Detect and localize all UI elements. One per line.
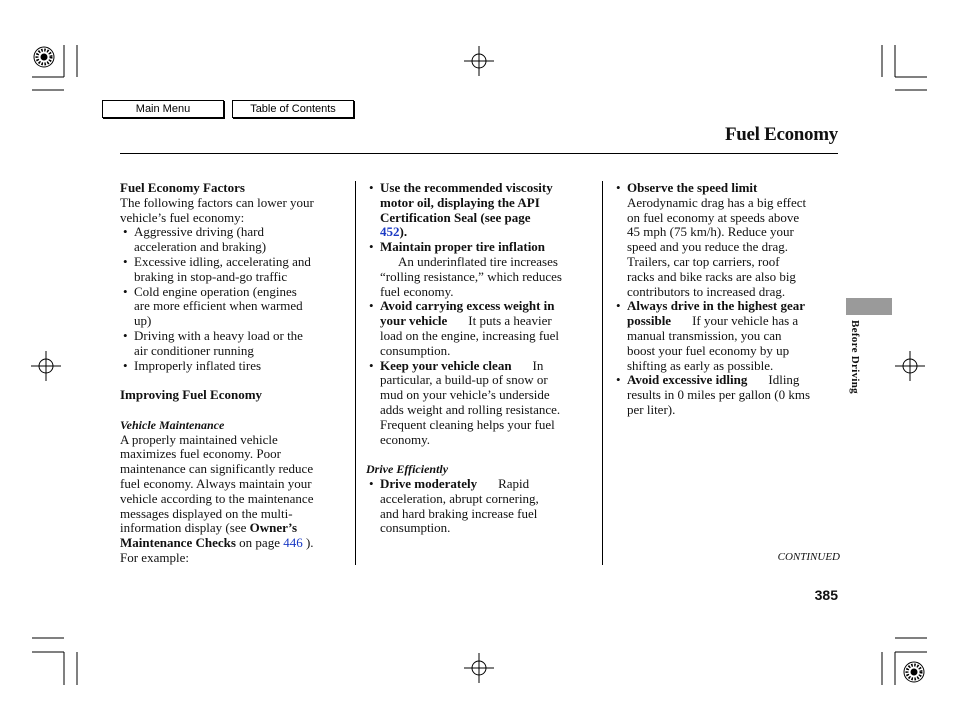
maintenance-paragraph bbox=[120, 433, 352, 537]
bullet-icon: • bbox=[616, 372, 621, 388]
text-line: Use the recommended viscosity bbox=[380, 180, 553, 195]
bullet-icon: • bbox=[123, 224, 128, 240]
factor-list bbox=[120, 225, 352, 373]
text-line: air conditioner running bbox=[134, 342, 254, 358]
text-line: For example: bbox=[120, 549, 189, 565]
list-item bbox=[613, 373, 845, 417]
text-line: fuel economy. bbox=[380, 283, 454, 299]
item-heading: Avoid carrying excess weight in bbox=[380, 298, 555, 314]
item-heading: Avoid excessive idling bbox=[627, 372, 748, 388]
bullet-icon: • bbox=[123, 357, 128, 373]
text-line: consumption. bbox=[380, 342, 451, 358]
text-line: acceleration, abrupt cornering, bbox=[380, 490, 539, 506]
text-line: adds weight and rolling resistance. bbox=[380, 401, 561, 417]
subsection-heading: Vehicle Maintenance bbox=[120, 417, 225, 432]
text-line: information display (see Owner’s bbox=[120, 520, 298, 536]
column-divider bbox=[355, 181, 356, 565]
text-line: Trailers, car top carriers, roof bbox=[627, 253, 780, 269]
text-line: acceleration and braking) bbox=[134, 239, 267, 255]
table-of-contents-button[interactable]: Table of Contents bbox=[232, 100, 354, 118]
item-heading: possible bbox=[627, 313, 672, 329]
list-item bbox=[120, 225, 352, 255]
text-line: contributors to increased drag. bbox=[627, 283, 786, 299]
list-item bbox=[366, 477, 598, 536]
item-heading: Maintain proper tire inflation bbox=[380, 239, 546, 255]
list-item bbox=[613, 181, 845, 299]
section-heading: Improving Fuel Economy bbox=[120, 387, 263, 403]
text-line: Frequent cleaning helps your fuel bbox=[380, 416, 555, 432]
text-line bbox=[120, 536, 352, 551]
text-line: results in 0 miles per gallon (0 kms bbox=[627, 387, 811, 403]
subsection-heading: Drive Efficiently bbox=[366, 462, 449, 477]
bullet-icon: • bbox=[369, 180, 374, 195]
text-line: vehicle according to the maintenance bbox=[120, 490, 314, 506]
bullet-icon: • bbox=[369, 357, 374, 373]
list-item bbox=[366, 240, 598, 299]
text: In bbox=[532, 357, 544, 373]
text: ). bbox=[399, 224, 408, 240]
page-number: 385 bbox=[814, 587, 838, 603]
text-line: braking in stop-and-go traffic bbox=[134, 268, 288, 284]
text-line: Certification Seal (see page bbox=[380, 209, 531, 225]
section-tab-label: Before Driving bbox=[849, 320, 861, 394]
text-line: on fuel economy at speeds above bbox=[627, 209, 800, 225]
text-line: maximizes fuel economy. Poor bbox=[120, 446, 281, 462]
text-line: messages displayed on the multi- bbox=[120, 505, 293, 521]
text: It puts a heavier bbox=[468, 313, 552, 329]
text-line: shifting as early as possible. bbox=[627, 357, 774, 373]
text-line: and hard braking increase fuel bbox=[380, 505, 538, 521]
text-line: mud on your vehicle’s underside bbox=[380, 387, 550, 403]
list-item bbox=[366, 299, 598, 358]
text-line: up) bbox=[134, 313, 152, 329]
text-line: racks and bike racks are also big bbox=[627, 268, 796, 284]
bullet-icon: • bbox=[123, 327, 128, 343]
column-divider bbox=[602, 181, 603, 565]
main-menu-button[interactable]: Main Menu bbox=[102, 100, 224, 118]
text-line: The following factors can lower your bbox=[120, 194, 314, 210]
list-item bbox=[120, 329, 352, 359]
section-tab bbox=[846, 298, 892, 315]
text-line: Driving with a heavy load or the bbox=[134, 327, 303, 343]
bullet-icon: • bbox=[616, 298, 621, 314]
text-line: Cold engine operation (engines bbox=[134, 283, 297, 299]
text-line: maintenance can significantly reduce bbox=[120, 461, 314, 477]
text-line: per liter). bbox=[627, 401, 676, 417]
list-item bbox=[120, 255, 352, 285]
item-heading: Keep your vehicle clean bbox=[380, 357, 512, 373]
text: ). bbox=[302, 535, 314, 551]
list-item bbox=[366, 359, 598, 448]
page-link-452[interactable]: 452 bbox=[380, 224, 400, 240]
text-line: “rolling resistance,” which reduces bbox=[380, 268, 562, 284]
text: Idling bbox=[768, 372, 800, 388]
item-heading: your vehicle bbox=[380, 313, 448, 329]
text-line: load on the engine, increasing fuel bbox=[380, 327, 560, 343]
text-line: An underinflated tire increases bbox=[398, 253, 558, 269]
text-line: Aggressive driving (hard bbox=[134, 224, 264, 240]
bullet-icon: • bbox=[369, 298, 374, 314]
bullet-icon: • bbox=[123, 253, 128, 269]
list-item bbox=[120, 359, 352, 374]
column-1 bbox=[120, 181, 352, 566]
continued-label: CONTINUED bbox=[777, 551, 840, 563]
item-heading: Always drive in the highest gear bbox=[627, 298, 806, 314]
bullet-icon: • bbox=[123, 283, 128, 299]
item-heading: Drive moderately bbox=[380, 475, 478, 491]
column-3 bbox=[613, 181, 845, 418]
text-line: vehicle’s fuel economy: bbox=[120, 209, 245, 225]
text-line: speed and you reduce the drag. bbox=[627, 239, 788, 255]
text: Rapid bbox=[498, 475, 530, 491]
bullet-icon: • bbox=[616, 180, 621, 195]
title-rule bbox=[120, 153, 838, 154]
text-line: economy. bbox=[380, 431, 431, 447]
text-line: motor oil, displaying the API bbox=[380, 194, 540, 210]
text-line: A properly maintained vehicle bbox=[120, 431, 278, 447]
list-item bbox=[366, 181, 598, 240]
list-item bbox=[613, 299, 845, 373]
bullet-icon: • bbox=[369, 475, 374, 491]
text-line: particular, a build-up of snow or bbox=[380, 372, 548, 388]
column-2 bbox=[366, 181, 598, 536]
page-link-446[interactable]: 446 bbox=[283, 535, 303, 551]
list-item bbox=[120, 285, 352, 329]
text-line: fuel economy. Always maintain your bbox=[120, 475, 312, 491]
text-line: consumption. bbox=[380, 520, 451, 536]
text-line: 45 mph (75 km/h). Reduce your bbox=[627, 224, 794, 240]
text-line: manual transmission, you can bbox=[627, 327, 782, 343]
bold-reference: Owner’s bbox=[249, 520, 298, 536]
text-line: boost your fuel economy by up bbox=[627, 342, 790, 358]
text-line: Excessive idling, accelerating and bbox=[134, 253, 311, 269]
page-title: Fuel Economy bbox=[724, 124, 838, 145]
bold-reference: Maintenance Checks bbox=[120, 535, 236, 551]
text: If your vehicle has a bbox=[692, 313, 799, 329]
text: on page bbox=[235, 535, 284, 551]
text-line: are more efficient when warmed bbox=[134, 298, 303, 314]
section-heading: Fuel Economy Factors bbox=[120, 180, 245, 195]
item-heading: Observe the speed limit bbox=[627, 180, 758, 195]
bullet-icon: • bbox=[369, 239, 374, 255]
text-line: Improperly inflated tires bbox=[134, 357, 262, 373]
text-line: Aerodynamic drag has a big effect bbox=[627, 194, 807, 210]
